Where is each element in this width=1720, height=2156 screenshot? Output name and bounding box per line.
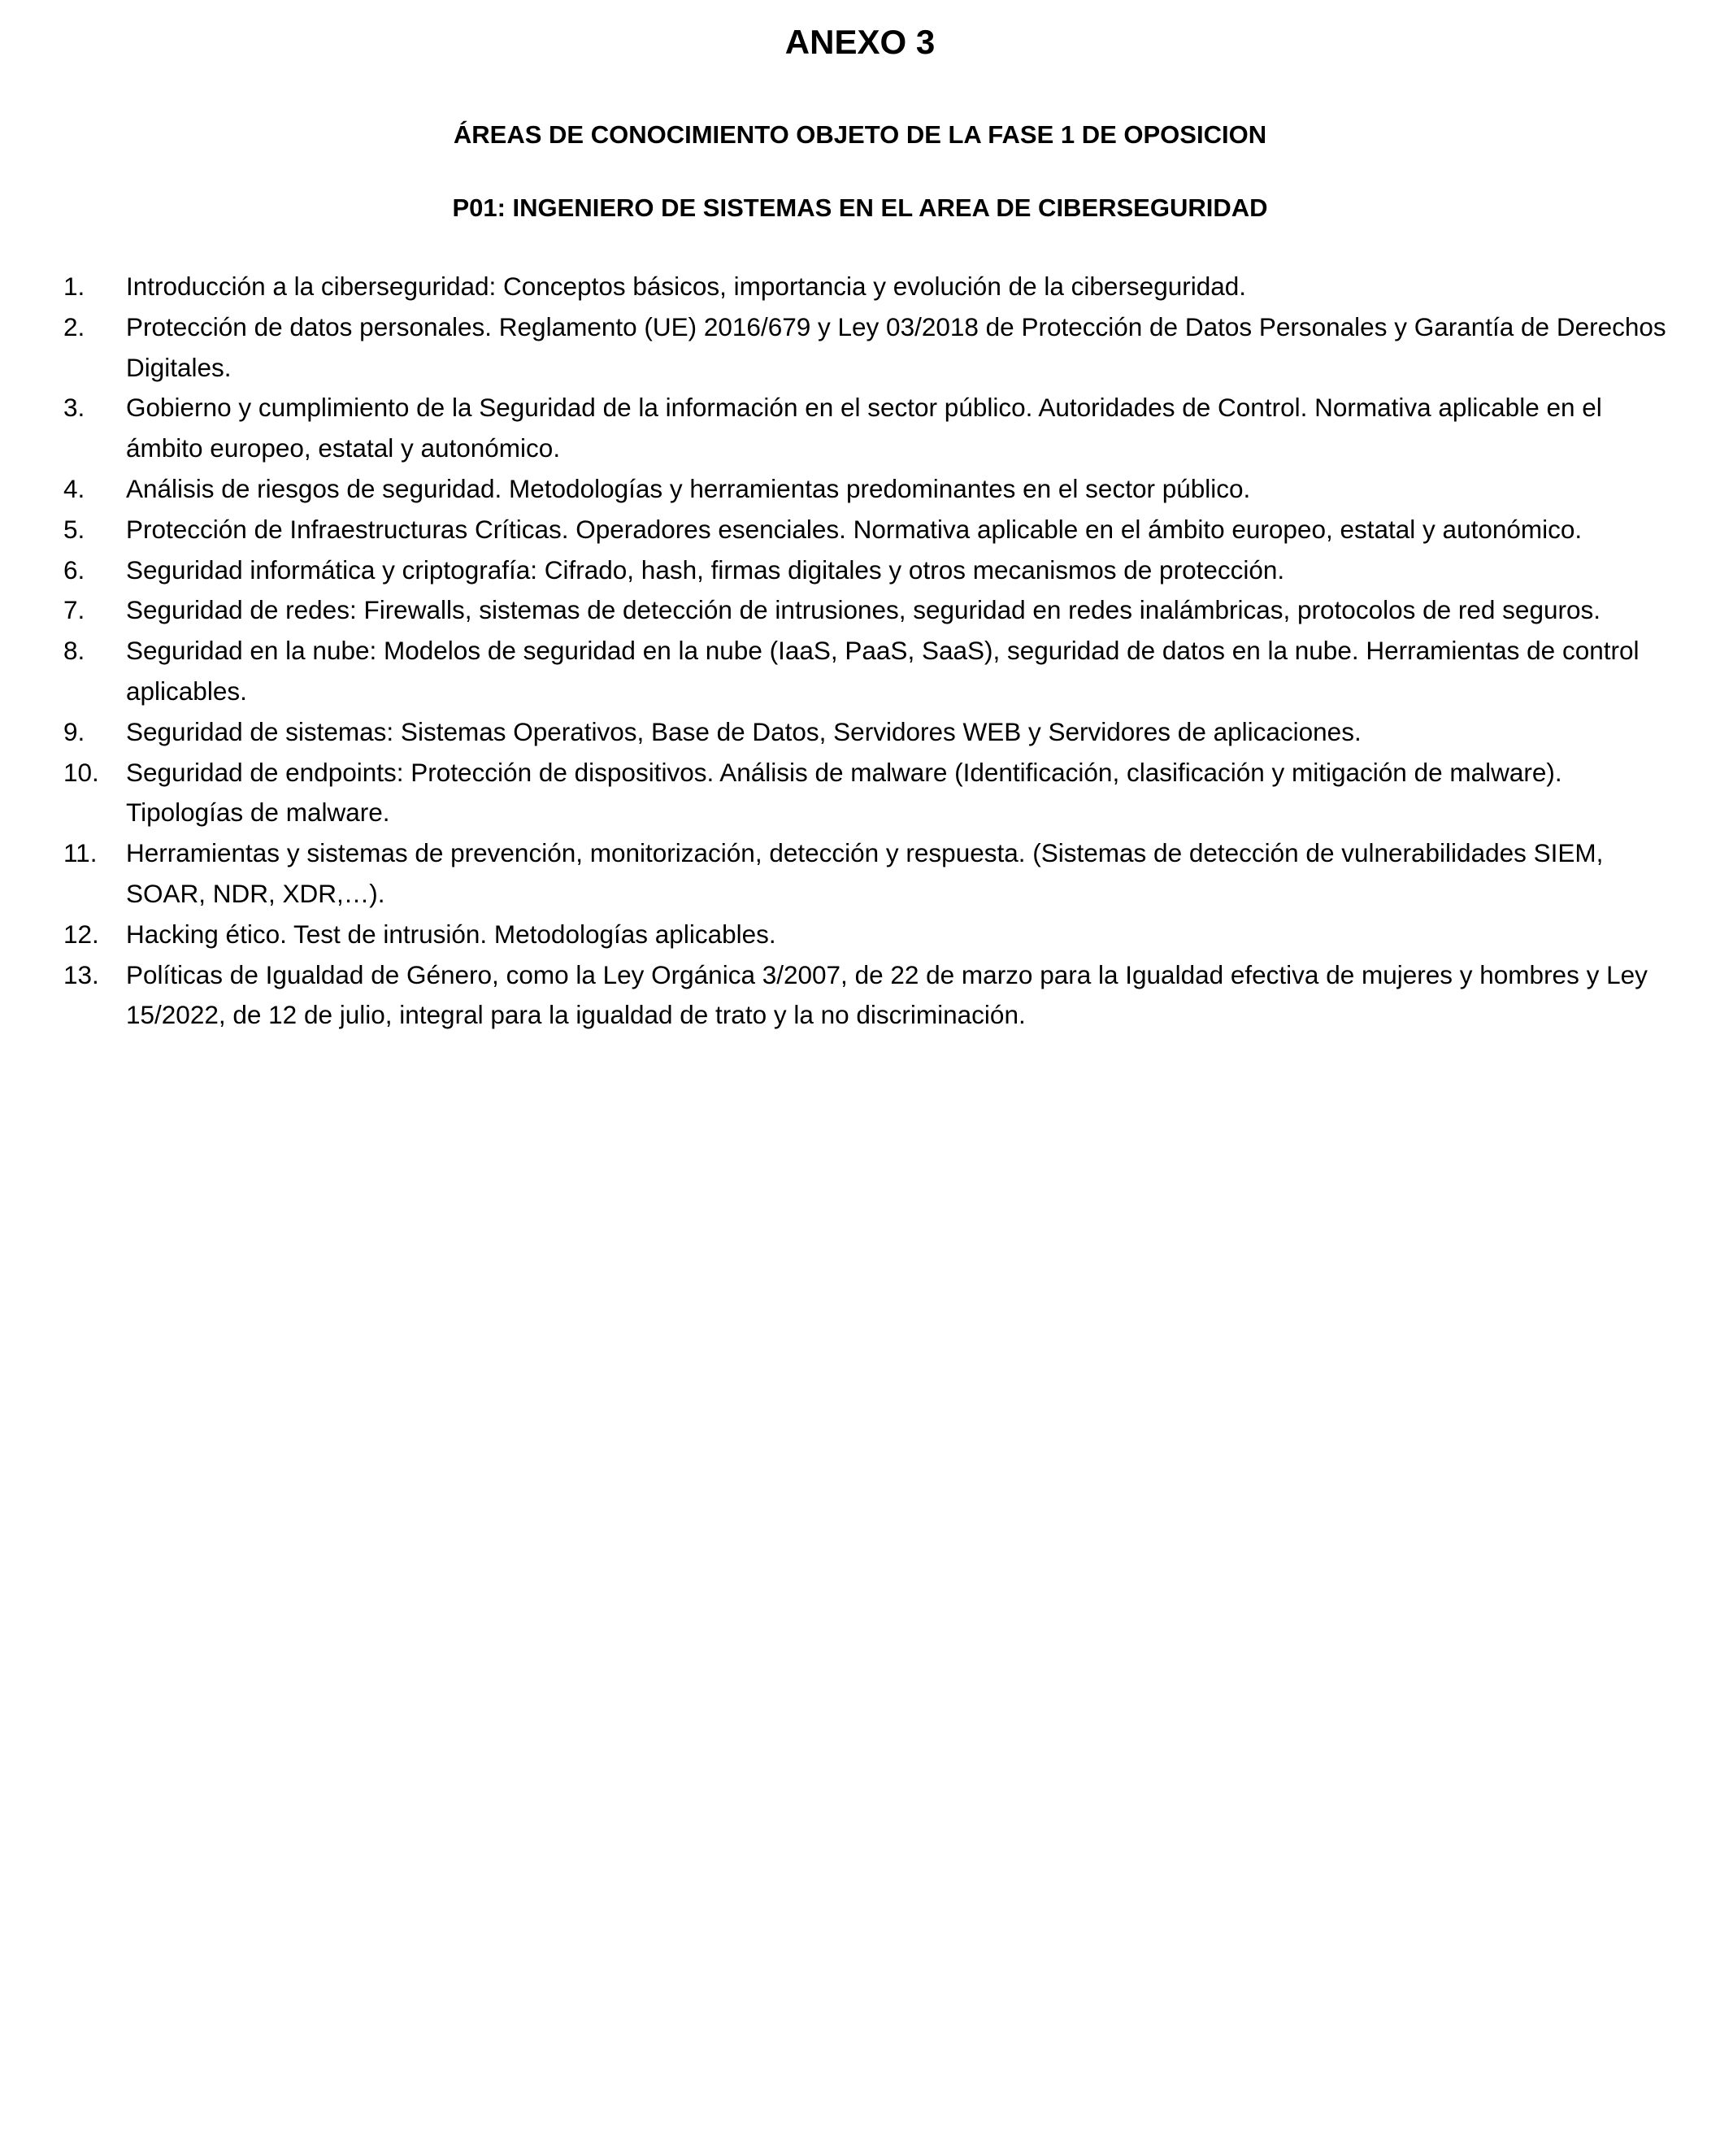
list-item	[63, 833, 1677, 915]
item-number: 13.	[63, 959, 99, 989]
item-text: Seguridad de redes: Firewalls, sistemas de detección de intrusiones, seguridad en redes inalámbricas, protocolos de red seguros.	[126, 595, 1601, 625]
item-number: 2.	[63, 311, 85, 341]
item-number: 5.	[63, 514, 85, 544]
list-item	[63, 955, 1677, 1037]
list-item	[63, 267, 1677, 307]
item-number: 12.	[63, 919, 99, 949]
item-text: Políticas de Igualdad de Género, como la Ley Orgánica 3/2007, de 22 de marzo para la Igualdad efectiva de mujeres y hombres y Ley 15/2022, de 12 de julio, integral para la igualdad de trato y la no discriminación.	[126, 959, 1648, 1030]
item-number: 6.	[63, 554, 85, 585]
item-text: Introducción a la ciberseguridad: Conceptos básicos, importancia y evolución de la ciberseguridad.	[126, 272, 1247, 301]
item-number: 7.	[63, 595, 85, 625]
list-item	[63, 753, 1677, 834]
item-text: Seguridad de sistemas: Sistemas Operativos, Base de Datos, Servidores WEB y Servidores de aplicaciones.	[126, 716, 1362, 746]
item-text: Gobierno y cumplimiento de la Seguridad de la información en el sector público. Autoridades de Control. Normativa aplicable en el ámbito europeo, estatal y autonómico.	[126, 393, 1602, 463]
item-number: 11.	[63, 838, 98, 868]
list-item	[63, 712, 1677, 753]
list-item	[63, 510, 1677, 550]
list-item	[63, 590, 1677, 631]
list-item	[63, 915, 1677, 955]
item-text: Protección de datos personales. Reglamento (UE) 2016/679 y Ley 03/2018 de Protección de Datos Personales y Garantía de Derechos Digitales.	[126, 311, 1666, 382]
item-number: 10.	[63, 757, 99, 787]
position-heading: P01: INGENIERO DE SISTEMAS EN EL AREA DE CIBERSEGURIDAD	[452, 193, 1268, 222]
item-number: 3.	[63, 393, 85, 423]
item-text: Seguridad de endpoints: Protección de dispositivos. Análisis de malware (Identificación, clasificación y mitigación de malware). Tipologías de malware.	[126, 757, 1562, 828]
item-text: Análisis de riesgos de seguridad. Metodologías y herramientas predominantes en el sector público.	[126, 473, 1251, 503]
item-text: Seguridad informática y criptografía: Cifrado, hash, firmas digitales y otros mecanismos de protección.	[126, 554, 1285, 585]
item-number: 9.	[63, 716, 85, 746]
list-item	[63, 307, 1677, 389]
page-title: ANEXO 3	[784, 23, 936, 61]
item-text: Herramientas y sistemas de prevención, monitorización, detección y respuesta. (Sistemas de detección de vulnerabilidades SIEM, SOAR, NDR, XDR,…).	[126, 838, 1604, 908]
item-text: Protección de Infraestructuras Críticas. Operadores esenciales. Normativa aplicable en el ámbito europeo, estatal y autonómico.	[126, 514, 1583, 544]
list-item	[63, 469, 1677, 510]
list-item	[63, 388, 1677, 469]
item-number: 1.	[63, 272, 85, 301]
list-item	[63, 631, 1677, 712]
item-text: Seguridad en la nube: Modelos de seguridad en la nube (IaaS, PaaS, SaaS), seguridad de datos en la nube. Herramientas de control aplicables.	[126, 636, 1640, 706]
section-subtitle: ÁREAS DE CONOCIMIENTO OBJETO DE LA FASE 1 DE OPOSICION	[453, 120, 1267, 149]
topic-list	[63, 267, 1677, 1036]
item-number: 4.	[63, 473, 85, 503]
list-item	[63, 550, 1677, 591]
item-text: Hacking ético. Test de intrusión. Metodologías aplicables.	[126, 919, 776, 949]
item-number: 8.	[63, 636, 85, 666]
